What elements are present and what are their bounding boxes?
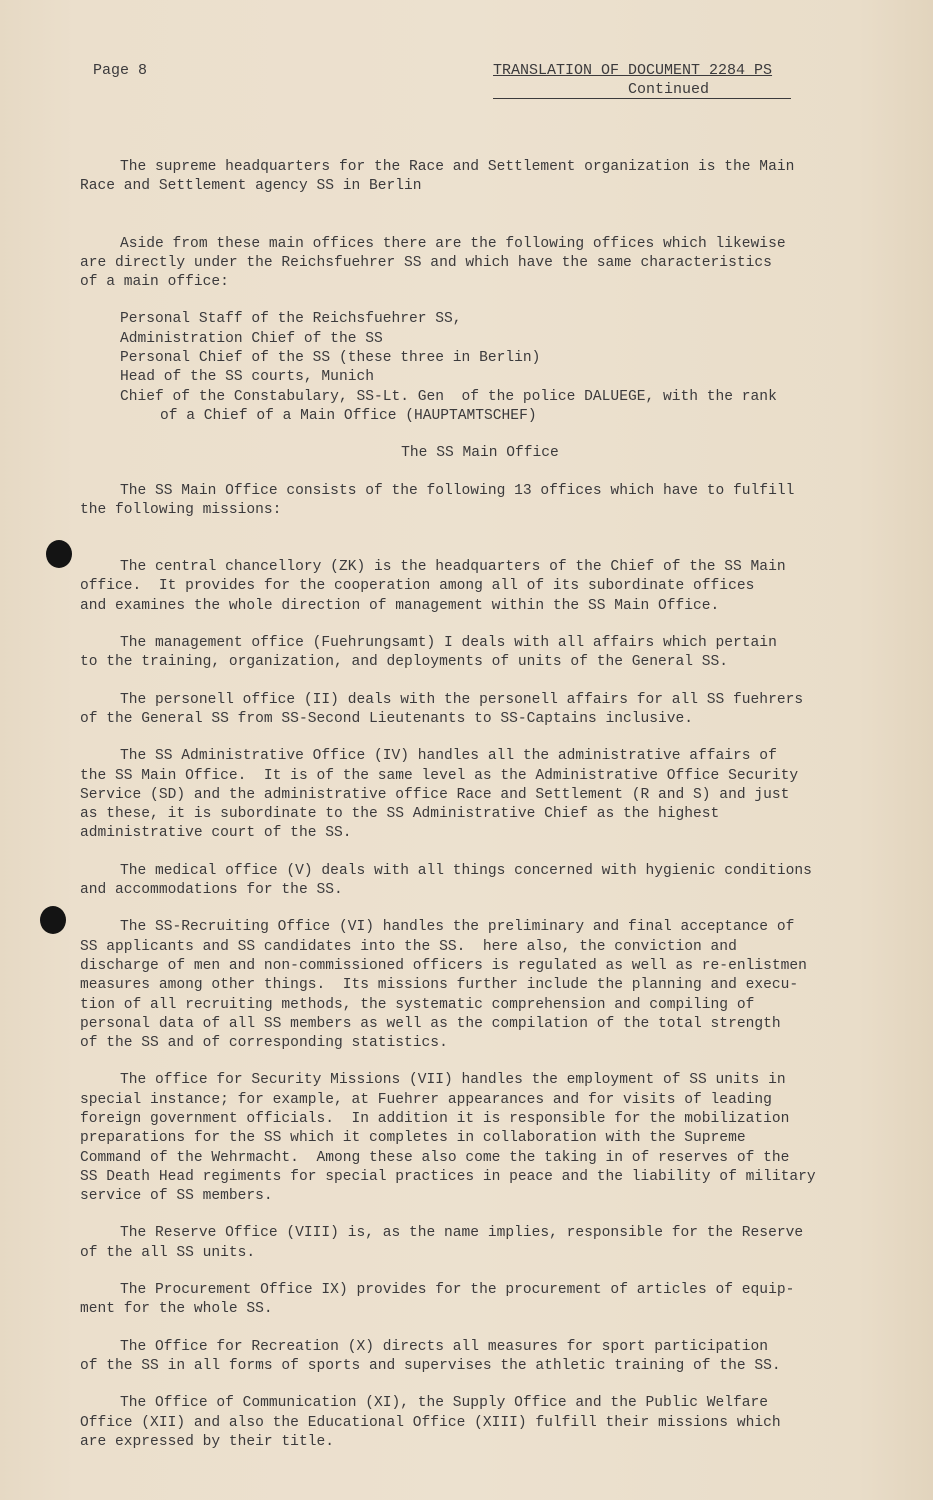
paragraph-line: The supreme headquarters for the Race and Settlement organization is the Main: [120, 159, 795, 175]
paragraph-line: The personell office (II) deals with the personell affairs for all SS fuehrers: [120, 691, 804, 708]
paragraph-line: SS Death Head regiments for special practices in peace and the liability of military: [80, 1168, 816, 1185]
paragraph-line: administrative court of the SS.: [80, 825, 352, 842]
punch-hole-mark: [46, 540, 72, 568]
paragraph-line: preparations for the SS which it completes in collaboration with the Supreme: [80, 1130, 746, 1147]
paragraph-line: Aside from these main offices there are the following offices which likewise: [120, 235, 786, 252]
paragraph-line: as these, it is subordinate to the SS Administrative Chief as the highest: [80, 806, 720, 823]
paragraph-line: The office for Security Missions (VII) handles the employment of SS units in: [120, 1072, 786, 1089]
paragraph-line: are expressed by their title.: [80, 1433, 334, 1450]
paragraph-line: service of SS members.: [80, 1188, 273, 1205]
paragraph-line: the following missions:: [80, 501, 282, 518]
paragraph-line: discharge of men and non-commissioned officers is regulated as well as re-enlistmen: [80, 957, 807, 974]
paragraph-line: and accommodations for the SS.: [80, 882, 343, 899]
paragraph-line: of the SS and of corresponding statistics.: [80, 1035, 448, 1052]
paragraph-line: The central chancellory (ZK) is the headquarters of the Chief of the SS Main: [120, 559, 786, 576]
document-header: [493, 62, 793, 99]
paragraph-line: Service (SD) and the administrative office Race and Settlement (R and S) and just: [80, 786, 790, 803]
paragraph-line: Command of the Wehrmacht. Among these also come the taking in of reserves of the: [80, 1149, 790, 1166]
paragraph-line: tion of all recruiting methods, the systematic comprehension and compiling of: [80, 996, 755, 1013]
paragraph-line: Race and Settlement agency SS in Berlin: [80, 178, 422, 195]
paragraph-line: are directly under the Reichsfuehrer SS and which have the same characteristics: [80, 254, 772, 271]
paragraph-line: Office (XII) and also the Educational Office (XIII) fulfill their missions which: [80, 1414, 781, 1431]
paragraph-line: The Office of Communication (XI), the Supply Office and the Public Welfare: [120, 1395, 769, 1412]
list-item: of a Chief of a Main Office (HAUPTAMTSCHEF): [160, 407, 537, 424]
list-item: Head of the SS courts, Munich: [120, 369, 374, 386]
paragraph-line: The SS Main Office consists of the following 13 offices which have to fulfill: [120, 482, 795, 499]
paragraph-line: of the General SS from SS-Second Lieutenants to SS-Captains inclusive.: [80, 710, 694, 727]
paragraph-line: ment for the whole SS.: [80, 1301, 273, 1318]
paragraph-line: foreign government officials. In addition it is responsible for the mobilization: [80, 1110, 790, 1127]
list-item: Administration Chief of the SS: [120, 330, 383, 347]
punch-hole-mark: [40, 906, 66, 934]
paragraph-line: The medical office (V) deals with all things concerned with hygienic conditions: [120, 862, 812, 879]
document-title: TRANSLATION OF DOCUMENT 2284 PS: [493, 62, 773, 79]
paragraph-line: personal data of all SS members as well as the compilation of the total strength: [80, 1015, 781, 1032]
paragraph-line: the SS Main Office. It is of the same level as the Administrative Office Security: [80, 767, 799, 784]
list-item: Personal Chief of the SS (these three in Berlin): [120, 350, 541, 367]
paragraph-line: office. It provides for the cooperation among all of its subordinate offices: [80, 578, 755, 595]
paragraph-line: of the all SS units.: [80, 1244, 256, 1261]
paragraph-line: SS applicants and SS candidates into the SS. here also, the conviction and: [80, 938, 737, 955]
paragraph-line: The Office for Recreation (X) directs all measures for sport participation: [120, 1338, 769, 1355]
document-subtitle: Continued: [493, 81, 791, 99]
paragraph-line: The SS Administrative Office (IV) handles all the administrative affairs of: [120, 748, 777, 765]
list-item: Personal Staff of the Reichsfuehrer SS,: [120, 311, 462, 328]
page-number: Page 8: [93, 62, 148, 79]
paragraph-line: to the training, organization, and deployments of units of the General SS.: [80, 654, 729, 671]
paragraph-line: special instance; for example, at Fuehrer appearances and for visits of leading: [80, 1091, 772, 1108]
paragraph-line: of a main office:: [80, 274, 229, 291]
office-list: [80, 310, 880, 426]
paragraph-line: measures among other things. Its missions further include the planning and execu-: [80, 977, 799, 994]
paragraph-line: The management office (Fuehrungsamt) I deals with all affairs which pertain: [120, 635, 777, 652]
list-item: Chief of the Constabulary, SS-Lt. Gen of the police DALUEGE, with the rank: [120, 388, 777, 405]
section-title: The SS Main Office: [401, 445, 559, 462]
paragraph-line: of the SS in all forms of sports and supervises the athletic training of the SS.: [80, 1357, 781, 1374]
paragraph-line: and examines the whole direction of management within the SS Main Office.: [80, 597, 720, 614]
paragraph-line: The SS-Recruiting Office (VI) handles the preliminary and final acceptance of: [120, 919, 795, 936]
paragraph-line: The Reserve Office (VIII) is, as the name implies, responsible for the Reserve: [120, 1225, 804, 1242]
document-body: [80, 158, 880, 1452]
paragraph-line: The Procurement Office IX) provides for the procurement of articles of equip-: [120, 1282, 795, 1299]
